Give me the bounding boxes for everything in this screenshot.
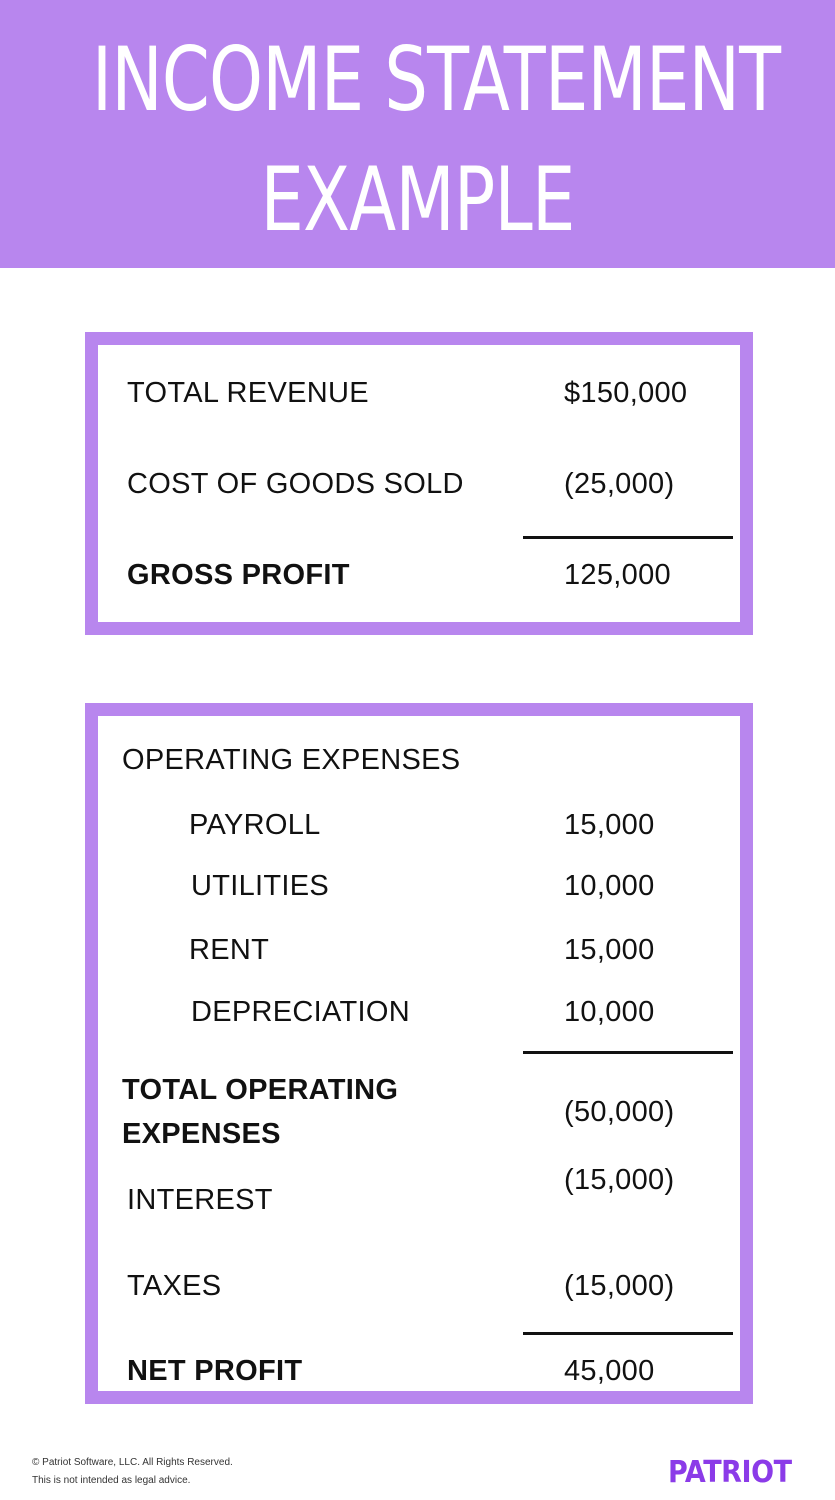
subtotal-rule bbox=[523, 536, 733, 539]
interest-value: (15,000) bbox=[564, 1164, 675, 1196]
title-banner bbox=[0, 0, 835, 268]
cogs-value: (25,000) bbox=[564, 468, 675, 500]
utilities-label: UTILITIES bbox=[191, 870, 330, 902]
page-title-line-2: EXAMPLE bbox=[260, 148, 575, 251]
patriot-logo: PATRIOT bbox=[668, 1455, 792, 1490]
gross-profit-label: GROSS PROFIT bbox=[127, 559, 350, 591]
payroll-label: PAYROLL bbox=[189, 809, 321, 841]
depreciation-value: 10,000 bbox=[564, 996, 655, 1028]
subtotal-rule bbox=[523, 1051, 733, 1054]
legal-disclaimer: This is not intended as legal advice. bbox=[32, 1475, 191, 1486]
operating-expenses-heading: OPERATING EXPENSES bbox=[122, 744, 461, 776]
interest-label: INTEREST bbox=[127, 1184, 273, 1216]
net-profit-label: NET PROFIT bbox=[127, 1355, 303, 1387]
taxes-label: TAXES bbox=[127, 1270, 222, 1302]
gross-profit-value: 125,000 bbox=[564, 559, 671, 591]
depreciation-label: DEPRECIATION bbox=[191, 996, 410, 1028]
total-rule bbox=[523, 1332, 733, 1335]
utilities-value: 10,000 bbox=[564, 870, 655, 902]
total-operating-expenses-label-line-1: TOTAL OPERATING bbox=[122, 1074, 399, 1106]
page-title-line-1: INCOME STATEMENT bbox=[91, 28, 781, 131]
rent-value: 15,000 bbox=[564, 934, 655, 966]
payroll-value: 15,000 bbox=[564, 809, 655, 841]
rent-label: RENT bbox=[189, 934, 270, 966]
copyright-note: © Patriot Software, LLC. All Rights Reserved. bbox=[32, 1457, 233, 1468]
total-operating-expenses-value: (50,000) bbox=[564, 1096, 675, 1128]
total-operating-expenses-label-line-2: EXPENSES bbox=[122, 1118, 281, 1150]
cogs-label: COST OF GOODS SOLD bbox=[127, 468, 464, 500]
taxes-value: (15,000) bbox=[564, 1270, 675, 1302]
net-profit-value: 45,000 bbox=[564, 1355, 655, 1387]
total-revenue-value: $150,000 bbox=[564, 377, 688, 409]
total-revenue-label: TOTAL REVENUE bbox=[127, 377, 369, 409]
